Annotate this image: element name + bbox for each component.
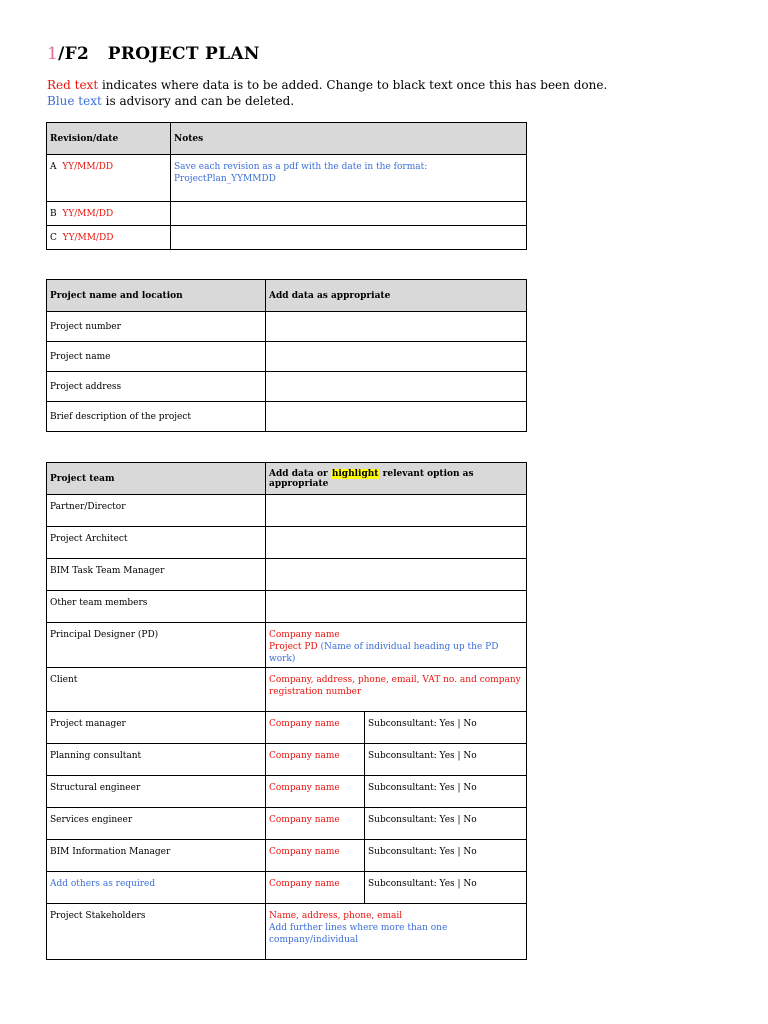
header-pre: Add data or [269, 468, 331, 479]
table-row [47, 776, 527, 808]
highlight-word: highlight [331, 468, 379, 479]
team-table [46, 462, 527, 960]
table-row [47, 559, 527, 591]
add-others-label: Add others as required [50, 879, 156, 889]
table-row [47, 155, 527, 202]
structural-engineer-subconsultant[interactable] [365, 776, 527, 808]
planning-consultant-company[interactable] [266, 744, 365, 776]
project-team-header: Project team [47, 463, 266, 495]
planning-consultant-subconsultant[interactable] [365, 744, 527, 776]
table-row [47, 623, 527, 668]
principal-designer-label: Principal Designer (PD) [50, 630, 159, 640]
team-header-row [47, 463, 527, 495]
table-row [47, 495, 527, 527]
subconsultant-option: Subconsultant: Yes | No [368, 751, 477, 761]
planning-consultant-label: Planning consultant [50, 751, 142, 761]
project-manager-company[interactable] [266, 712, 365, 744]
services-engineer-label: Services engineer [50, 815, 133, 825]
revision-b-notes[interactable] [171, 202, 527, 226]
bim-information-manager-company[interactable] [266, 840, 365, 872]
add-others-company[interactable] [266, 872, 365, 904]
partner-director-label: Partner/Director [50, 502, 126, 512]
bim-task-team-manager-label: BIM Task Team Manager [50, 566, 165, 576]
pd-company-name: Company name [269, 630, 340, 640]
table-row [47, 872, 527, 904]
project-name-label: Project name [47, 342, 266, 372]
revision-b-cell[interactable] [47, 202, 171, 226]
subconsultant-option: Subconsultant: Yes | No [368, 879, 477, 889]
pd-note: (Name of individual heading up the PD work) [269, 642, 499, 664]
client-label: Client [50, 675, 78, 685]
blue-text-label: Blue text [47, 94, 102, 108]
project-architect-label: Project Architect [50, 534, 128, 544]
company-name: Company name [269, 783, 340, 793]
revision-date: YY/MM/DD [62, 162, 114, 172]
revision-note: Save each revision as a pdf with the date in the format: ProjectPlan_YYMMDD [174, 162, 428, 184]
client-value[interactable] [266, 668, 527, 712]
intro-line-2 [47, 94, 294, 108]
project-description-value[interactable] [266, 402, 527, 432]
team-data-header [266, 463, 527, 495]
table-row [47, 840, 527, 872]
table-row [47, 904, 527, 960]
add-data-header: Add data as appropriate [266, 280, 527, 312]
other-team-members-label: Other team members [50, 598, 148, 608]
subconsultant-option: Subconsultant: Yes | No [368, 719, 477, 729]
table-row [47, 712, 527, 744]
pd-project-pd: Project PD [269, 642, 318, 652]
project-manager-label: Project manager [50, 719, 126, 729]
project-stakeholders-value[interactable] [266, 904, 527, 960]
company-name: Company name [269, 751, 340, 761]
project-manager-subconsultant[interactable] [365, 712, 527, 744]
subconsultant-option: Subconsultant: Yes | No [368, 815, 477, 825]
notes-header: Notes [171, 123, 527, 155]
title-text: PROJECT PLAN [107, 44, 260, 64]
header-post: relevant option as appropriate [269, 468, 474, 489]
revisions-table [46, 122, 527, 250]
page-title [47, 44, 260, 64]
bim-information-manager-label: BIM Information Manager [50, 847, 171, 857]
revision-a-cell[interactable] [47, 155, 171, 202]
company-name: Company name [269, 719, 340, 729]
revision-date: YY/MM/DD [62, 232, 114, 243]
revision-a-notes[interactable] [171, 155, 527, 202]
revisions-header-row [47, 123, 527, 155]
project-number-value[interactable] [266, 312, 527, 342]
stakeholder-note: Add further lines where more than one company/individual [269, 923, 448, 945]
project-name-value[interactable] [266, 342, 527, 372]
project-address-value[interactable] [266, 372, 527, 402]
client-details: Company, address, phone, email, VAT no. and company registration number [269, 675, 521, 697]
table-row [47, 226, 527, 250]
other-team-members-value[interactable] [266, 591, 527, 623]
project-architect-value[interactable] [266, 527, 527, 559]
bim-task-team-manager-value[interactable] [266, 559, 527, 591]
bim-information-manager-subconsultant[interactable] [365, 840, 527, 872]
table-row [47, 591, 527, 623]
revision-letter: B [50, 208, 57, 219]
table-row [47, 342, 527, 372]
table-row [47, 202, 527, 226]
revision-letter: A [50, 162, 57, 172]
section-code: /F2 [58, 44, 90, 64]
table-row [47, 668, 527, 712]
company-name: Company name [269, 879, 340, 889]
revision-c-cell[interactable] [47, 226, 171, 250]
intro-line-1 [47, 78, 607, 92]
project-name-location-header: Project name and location [47, 280, 266, 312]
company-name: Company name [269, 847, 340, 857]
table-row [47, 372, 527, 402]
revision-date: YY/MM/DD [62, 208, 114, 219]
structural-engineer-label: Structural engineer [50, 783, 141, 793]
revision-date-header: Revision/date [47, 123, 171, 155]
table-row [47, 744, 527, 776]
services-engineer-company[interactable] [266, 808, 365, 840]
intro-line-2-rest: is advisory and can be deleted. [101, 94, 295, 108]
principal-designer-value[interactable] [266, 623, 527, 668]
project-description-label: Brief description of the project [47, 402, 266, 432]
revision-c-notes[interactable] [171, 226, 527, 250]
services-engineer-subconsultant[interactable] [365, 808, 527, 840]
revision-letter: C [50, 232, 57, 243]
table-row [47, 527, 527, 559]
project-stakeholders-label: Project Stakeholders [50, 911, 146, 921]
table-row [47, 402, 527, 432]
project-address-label: Project address [47, 372, 266, 402]
project-header-row [47, 280, 527, 312]
company-name: Company name [269, 815, 340, 825]
project-number-label: Project number [47, 312, 266, 342]
stakeholder-details: Name, address, phone, email [269, 911, 403, 921]
red-text-label: Red text [47, 78, 99, 92]
table-row [47, 312, 527, 342]
intro-line-1-rest: indicates where data is to be added. Change to black text once this has been done. [98, 78, 608, 92]
subconsultant-option: Subconsultant: Yes | No [368, 783, 477, 793]
add-others-subconsultant[interactable] [365, 872, 527, 904]
partner-director-value[interactable] [266, 495, 527, 527]
project-table [46, 279, 527, 432]
subconsultant-option: Subconsultant: Yes | No [368, 847, 477, 857]
section-number: 1 [47, 44, 59, 64]
table-row [47, 808, 527, 840]
structural-engineer-company[interactable] [266, 776, 365, 808]
